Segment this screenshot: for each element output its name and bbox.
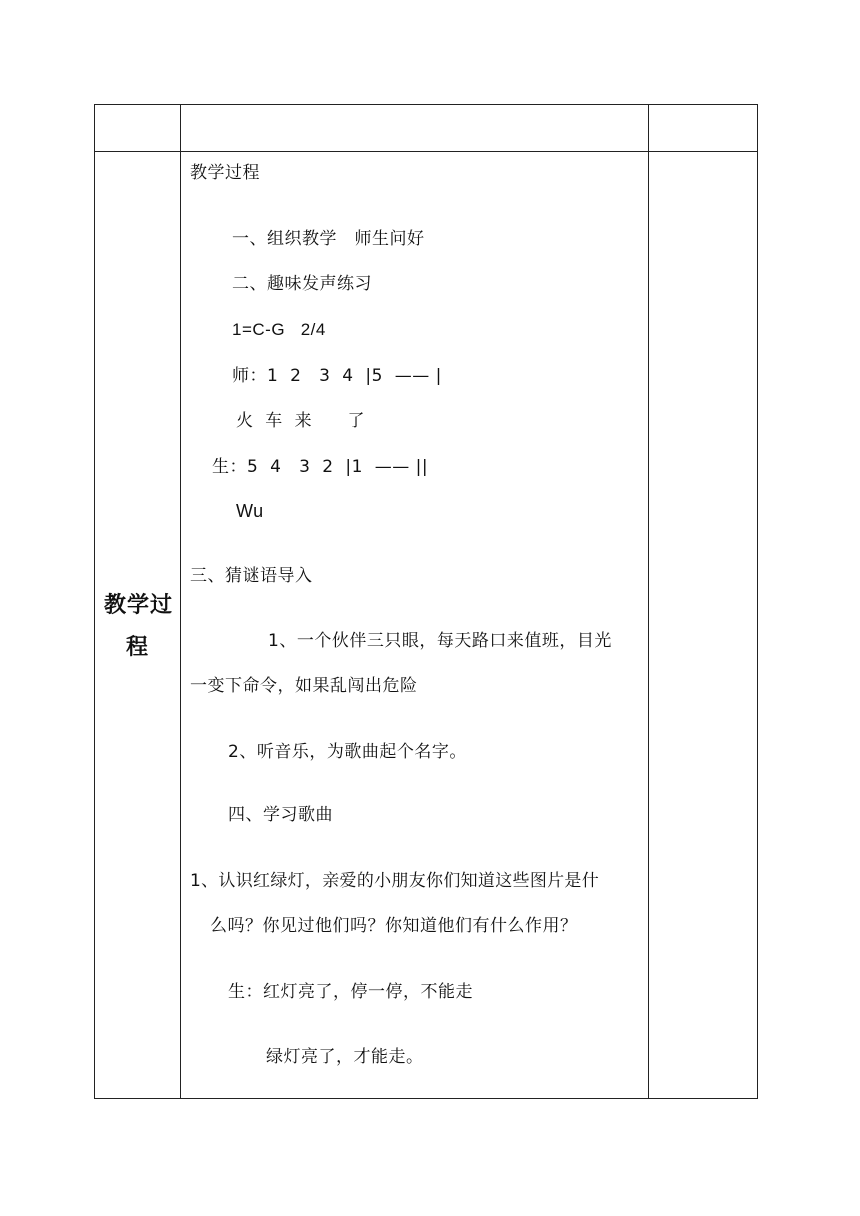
section-label-line1: 教学过 (104, 593, 174, 618)
table-top-border (94, 104, 758, 105)
table-left-border (94, 104, 95, 1099)
table-header-divider (94, 151, 758, 152)
step-organize-class: 一、组织教学 师生问好 (232, 229, 425, 249)
student-answer-line-2: 绿灯亮了，才能走。 (266, 1047, 424, 1067)
key-signature: 1=C-G 2/4 (232, 320, 326, 339)
student-notes: 生：5 4 3 2 |1 —— || (212, 457, 429, 477)
step-riddle-intro: 三、猜谜语导入 (190, 566, 313, 586)
teacher-lyrics: 火 车 来 了 (236, 411, 366, 431)
question-line-1: 1、认识红绿灯，亲爱的小朋友你们知道这些图片是什 (190, 871, 600, 891)
teacher-notes: 师：1 2 3 4 |5 —— | (232, 366, 442, 386)
table-bottom-border (94, 1098, 758, 1099)
step-vocal-practice: 二、趣味发声练习 (232, 274, 372, 294)
riddle-line-2: 一变下命令，如果乱闯出危险 (190, 676, 418, 696)
listen-task: 2、听音乐，为歌曲起个名字。 (228, 742, 467, 762)
student-lyrics: Wu (236, 501, 264, 521)
content-heading: 教学过程 (190, 163, 260, 183)
table-col-divider-2 (648, 104, 649, 1099)
step-learn-song: 四、学习歌曲 (228, 805, 333, 825)
riddle-line-1: 1、一个伙伴三只眼，每天路口来值班，目光 (268, 631, 612, 651)
table-right-border (757, 104, 758, 1099)
question-line-2: 么吗？你见过他们吗？你知道他们有什么作用？ (210, 916, 578, 936)
table-col-divider-1 (180, 104, 181, 1099)
student-answer-line-1: 生：红灯亮了，停一停，不能走 (228, 982, 473, 1002)
section-label-line2: 程 (126, 635, 150, 660)
